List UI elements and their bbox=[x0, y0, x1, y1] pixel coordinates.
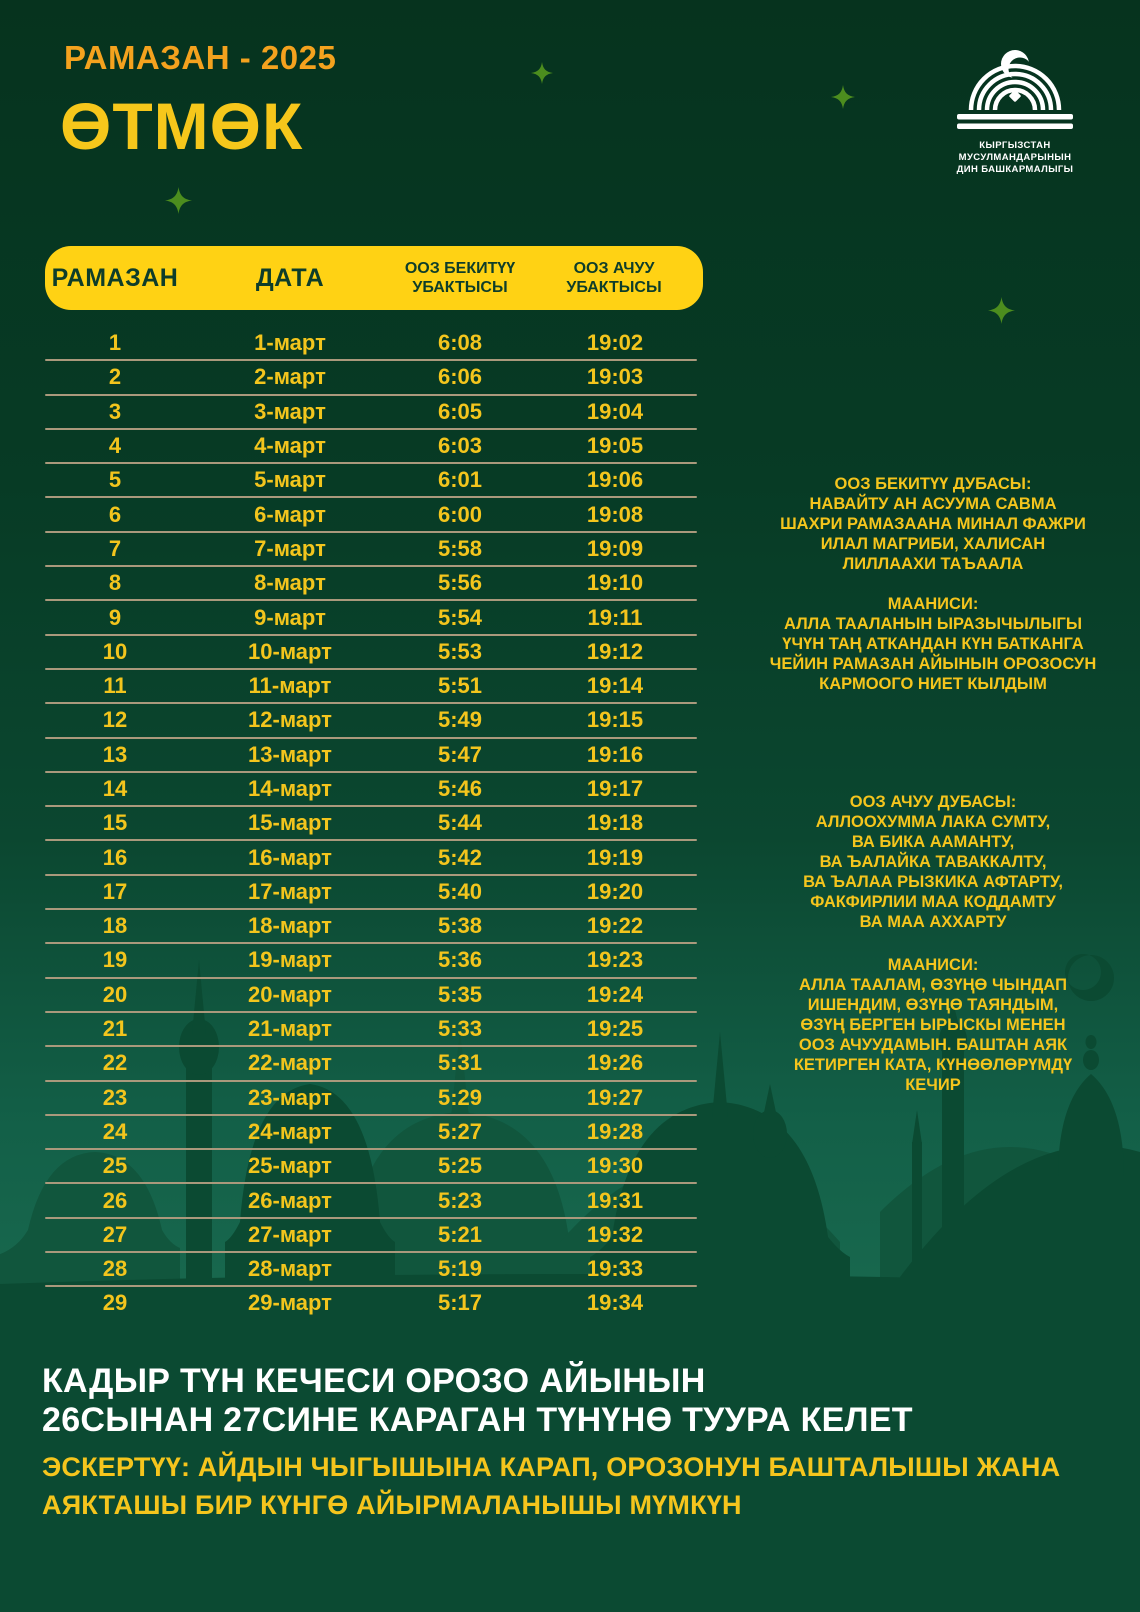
table-row bbox=[45, 600, 705, 634]
table-row bbox=[45, 635, 705, 669]
table-cell: 21-март bbox=[248, 1016, 332, 1042]
sparkle-icon bbox=[831, 85, 855, 109]
table-cell: 21 bbox=[102, 1016, 128, 1042]
table-cell: 14 bbox=[102, 776, 128, 801]
table-cell: 5:19 bbox=[437, 1256, 483, 1282]
panel-line: ВА ЪАЛАЙКА ТАВАККАЛТУ, bbox=[819, 853, 1047, 871]
table-cell: 19:22 bbox=[586, 913, 644, 939]
table-cell: 5:35 bbox=[437, 981, 483, 1007]
panel-line: АЛЛА ТААЛАНЫН ЫРАЗЫЧЫЛЫГЫ bbox=[783, 615, 1082, 633]
table-row bbox=[45, 1115, 705, 1149]
table-cell: 23-март bbox=[248, 1084, 332, 1110]
table-cell: 5:40 bbox=[437, 878, 483, 904]
footer-line: КАДЫР ТҮН КЕЧЕСИ ОРОЗО АЙЫНЫН bbox=[42, 1362, 706, 1400]
panel-line: ИШЕНДИМ, ӨЗҮҢӨ ТАЯНДЫМ, bbox=[807, 996, 1059, 1014]
table-cell: 6:06 bbox=[437, 364, 483, 390]
table-cell: 12 bbox=[102, 707, 128, 733]
table-cell: 5:42 bbox=[437, 844, 483, 870]
table-cell: 5:25 bbox=[437, 1153, 483, 1179]
table-row bbox=[45, 738, 705, 772]
table-row bbox=[45, 1012, 705, 1046]
table-cell: 2-март bbox=[254, 364, 326, 390]
table-row bbox=[45, 909, 705, 943]
panel-line: КАРМООГО НИЕТ КЫЛДЫМ bbox=[819, 675, 1047, 693]
table-row bbox=[45, 669, 705, 703]
panel-suhoor-dua bbox=[751, 474, 1115, 574]
table-row bbox=[45, 326, 705, 360]
table-cell: 24 bbox=[102, 1118, 128, 1144]
table-row bbox=[45, 703, 705, 737]
org-logo-text-line1: КЫРГЫЗСТАН МУСУЛМАНДАРЫНЫН bbox=[958, 140, 1072, 163]
table-cell: 5:38 bbox=[437, 913, 483, 939]
table-cell: 13 bbox=[102, 741, 128, 767]
column-header-suhoor-time: ООЗ БЕКИТҮҮ УБАКТЫСЫ bbox=[404, 260, 516, 296]
panel-line: ИЛАЛ МАГРИБИ, ХАЛИСАН bbox=[820, 535, 1046, 553]
table-cell: 20-март bbox=[248, 981, 332, 1007]
table-row bbox=[45, 772, 705, 806]
column-header-iftar-time: ООЗ АЧУУ УБАКТЫСЫ bbox=[566, 260, 662, 296]
table-cell: 3 bbox=[108, 398, 122, 424]
panel-title: ООЗ АЧУУ ДУБАСЫ: bbox=[849, 793, 1017, 811]
footer-heading bbox=[42, 1362, 913, 1440]
table-row bbox=[45, 978, 705, 1012]
org-logo bbox=[925, 48, 1105, 176]
sparkle-icon bbox=[531, 62, 553, 84]
table-row bbox=[45, 1046, 705, 1080]
sparkle-icon bbox=[988, 297, 1015, 324]
panel-line: НАВАЙТУ АН АСУУМА САВМА bbox=[809, 495, 1057, 513]
table-cell: 17 bbox=[102, 878, 128, 904]
table-cell: 19:30 bbox=[586, 1153, 644, 1179]
table-cell: 19:27 bbox=[586, 1084, 644, 1110]
table-row bbox=[45, 1252, 705, 1286]
table-cell: 19:26 bbox=[586, 1050, 644, 1076]
panel-line: КЕТИРГЕН КАТА, КҮНӨӨЛӨРҮМДҮ bbox=[793, 1056, 1073, 1074]
poster-subtitle: РАМАЗАН - 2025 bbox=[64, 39, 337, 76]
table-cell: 19:09 bbox=[586, 535, 644, 561]
table-cell: 5:23 bbox=[437, 1187, 483, 1213]
poster-title: ӨТМӨК bbox=[60, 89, 304, 163]
table-cell: 9-март bbox=[254, 604, 326, 630]
table-row bbox=[45, 1183, 705, 1217]
footer-line: 26СЫНАН 27СИНЕ КАРАГАН ТҮНҮНӨ ТУУРА КЕЛЕТ bbox=[42, 1401, 913, 1439]
table-cell: 7 bbox=[108, 535, 122, 561]
sparkle-icon bbox=[165, 187, 192, 214]
table-cell: 5:17 bbox=[437, 1290, 483, 1316]
table-body bbox=[45, 326, 705, 1321]
table-cell: 6:08 bbox=[437, 330, 483, 356]
table-cell: 19-март bbox=[248, 947, 332, 973]
table-cell: 18-март bbox=[248, 913, 332, 939]
table-cell: 8-март bbox=[254, 570, 326, 596]
table-cell: 5-март bbox=[254, 467, 326, 493]
table-cell: 29-март bbox=[248, 1290, 332, 1316]
mosque-logo-icon bbox=[940, 48, 1090, 136]
table-cell: 6:00 bbox=[437, 501, 483, 527]
panel-title: МААНИСИ: bbox=[887, 956, 979, 974]
table-cell: 23 bbox=[102, 1084, 128, 1110]
table-cell: 19 bbox=[102, 947, 128, 973]
table-cell: 5:33 bbox=[437, 1016, 483, 1042]
table-cell: 6 bbox=[108, 501, 122, 527]
table-cell: 6:01 bbox=[437, 467, 483, 493]
table-row bbox=[45, 532, 705, 566]
table-cell: 19:18 bbox=[586, 810, 644, 836]
panel-line: КЕЧИР bbox=[905, 1076, 961, 1094]
table-cell: 19:03 bbox=[586, 364, 644, 390]
table-row bbox=[45, 1149, 705, 1183]
table-cell: 16-март bbox=[248, 844, 332, 870]
table-cell: 4-март bbox=[254, 433, 326, 459]
table-row bbox=[45, 566, 705, 600]
table-row bbox=[45, 875, 705, 909]
table-cell: 19:11 bbox=[587, 604, 643, 630]
table-cell: 19:19 bbox=[586, 844, 644, 870]
table-cell: 19:31 bbox=[586, 1187, 644, 1213]
panel-title: ООЗ БЕКИТҮҮ ДУБАСЫ: bbox=[834, 475, 1032, 493]
table-cell: 16 bbox=[102, 844, 128, 870]
table-cell: 5:49 bbox=[437, 707, 483, 733]
table-cell: 19:06 bbox=[586, 467, 644, 493]
table-row bbox=[45, 395, 705, 429]
table-cell: 19:12 bbox=[586, 638, 644, 664]
table-cell: 5:29 bbox=[437, 1084, 483, 1110]
table-cell: 5:56 bbox=[437, 570, 483, 596]
footer-line: ЭСКЕРТҮҮ: АЙДЫН ЧЫГЫШЫНА КАРАП, ОРОЗОНУН БАШТАЛЫШЫ ЖАНА bbox=[42, 1452, 1061, 1482]
table-cell: 5:53 bbox=[437, 638, 483, 664]
table-cell: 19:10 bbox=[586, 570, 644, 596]
table-cell: 5:44 bbox=[437, 810, 483, 836]
table-cell: 19:14 bbox=[586, 673, 644, 699]
panel-iftar-dua bbox=[751, 792, 1115, 932]
table-row bbox=[45, 943, 705, 977]
panel-line: ЧЕЙИН РАМАЗАН АЙЫНЫН ОРОЗОСУН bbox=[769, 655, 1097, 673]
table-cell: 4 bbox=[108, 433, 122, 459]
panel-line: ООЗ АЧУУДАМЫН. БАШТАН АЯК bbox=[798, 1036, 1068, 1054]
table-cell: 11-март bbox=[248, 673, 332, 699]
table-cell: 26-март bbox=[248, 1187, 332, 1213]
table-cell: 25 bbox=[102, 1153, 128, 1179]
table-cell: 19:05 bbox=[586, 433, 644, 459]
table-cell: 8 bbox=[108, 570, 122, 596]
org-logo-text-line2: ДИН БАШКАРМАЛЫГЫ bbox=[956, 164, 1074, 175]
panel-line: АЛЛА ТААЛАМ, ӨЗҮҢӨ ЧЫНДАП bbox=[799, 976, 1067, 994]
table-cell: 19:32 bbox=[586, 1221, 644, 1247]
table-cell: 19:08 bbox=[586, 501, 644, 527]
panel-line: ШАХРИ РАМАЗААНА МИНАЛ ФАЖРИ bbox=[780, 515, 1086, 533]
column-header-ramazan: РАМАЗАН bbox=[51, 263, 179, 292]
table-cell: 5:51 bbox=[437, 673, 483, 699]
table-row bbox=[45, 806, 705, 840]
table-cell: 24-март bbox=[248, 1118, 332, 1144]
table-row bbox=[45, 1218, 705, 1252]
table-cell: 1 bbox=[108, 330, 122, 356]
column-header-date: ДАТА bbox=[255, 263, 325, 292]
table-cell: 19:04 bbox=[586, 398, 644, 424]
table-cell: 19:16 bbox=[586, 741, 644, 767]
table-row bbox=[45, 1286, 705, 1320]
table-cell: 19:34 bbox=[586, 1290, 644, 1316]
table-cell: 22-март bbox=[248, 1050, 332, 1076]
table-cell: 10-март bbox=[248, 638, 332, 664]
table-row bbox=[45, 497, 705, 531]
table-cell: 19:20 bbox=[586, 878, 644, 904]
table-cell: 1-март bbox=[254, 330, 326, 356]
panel-title: МААНИСИ: bbox=[887, 595, 979, 613]
table-cell: 5:58 bbox=[437, 535, 483, 561]
table-cell: 15 bbox=[102, 810, 128, 836]
panel-line: ВА ЪАЛАА РЫЗКИКА АФТАРТУ, bbox=[803, 873, 1063, 891]
table-cell: 5 bbox=[108, 467, 122, 493]
table-header bbox=[45, 246, 703, 310]
table-cell: 19:15 bbox=[586, 707, 644, 733]
footer-line: АЯКТАШЫ БИР КҮНГӨ АЙЫРМАЛАНЫШЫ МҮМКҮН bbox=[42, 1490, 742, 1520]
table-cell: 25-март bbox=[248, 1153, 332, 1179]
table-cell: 27 bbox=[102, 1221, 128, 1247]
table-cell: 12-март bbox=[248, 707, 332, 733]
panel-line: ҮЧҮН ТАҢ АТКАНДАН КҮН БАТКАНГА bbox=[782, 635, 1084, 653]
table-cell: 29 bbox=[102, 1290, 128, 1316]
table-cell: 28 bbox=[102, 1256, 128, 1282]
panel-suhoor-meaning bbox=[751, 594, 1115, 694]
table-cell: 19:17 bbox=[586, 776, 644, 801]
panel-line: ЛИЛЛААХИ ТАЪААЛА bbox=[842, 555, 1024, 573]
table-cell: 5:46 bbox=[437, 776, 483, 801]
table-cell: 6:03 bbox=[437, 433, 483, 459]
table-cell: 7-март bbox=[254, 535, 326, 561]
table-cell: 19:33 bbox=[586, 1256, 644, 1282]
table-cell: 5:36 bbox=[437, 947, 483, 973]
table-cell: 6-март bbox=[254, 501, 326, 527]
table-cell: 26 bbox=[102, 1187, 128, 1213]
table-cell: 5:47 bbox=[437, 741, 483, 767]
table-cell: 15-март bbox=[248, 810, 332, 836]
panel-line: ВА БИКА ААМАНТУ, bbox=[851, 833, 1015, 851]
table-cell: 2 bbox=[108, 364, 122, 390]
table-cell: 20 bbox=[102, 981, 128, 1007]
table-cell: 27-март bbox=[248, 1221, 332, 1247]
table-row bbox=[45, 840, 705, 874]
table-row bbox=[45, 463, 705, 497]
panel-iftar-meaning bbox=[751, 955, 1115, 1095]
table-cell: 5:54 bbox=[437, 604, 483, 630]
panel-line: ВА МАА АХХАРТУ bbox=[859, 913, 1007, 931]
table-cell: 18 bbox=[102, 913, 128, 939]
table-cell: 19:25 bbox=[586, 1016, 644, 1042]
footer-notice bbox=[42, 1448, 1060, 1524]
table-cell: 19:24 bbox=[586, 981, 644, 1007]
table-row bbox=[45, 360, 705, 394]
table-row bbox=[45, 1081, 705, 1115]
table-cell: 6:05 bbox=[437, 398, 483, 424]
table-cell: 17-март bbox=[248, 878, 332, 904]
table-cell: 14-март bbox=[248, 776, 332, 801]
panel-line: АЛЛООХУММА ЛАКА СУМТУ, bbox=[815, 813, 1051, 831]
table-cell: 5:31 bbox=[437, 1050, 483, 1076]
table-cell: 13-март bbox=[248, 741, 332, 767]
table-cell: 3-март bbox=[254, 398, 326, 424]
table-cell: 10 bbox=[102, 638, 128, 664]
table-cell: 9 bbox=[108, 604, 122, 630]
table-cell: 5:21 bbox=[437, 1221, 483, 1247]
table-cell: 5:27 bbox=[437, 1118, 483, 1144]
table-cell: 19:23 bbox=[586, 947, 644, 973]
table-cell: 28-март bbox=[248, 1256, 332, 1282]
panel-line: ӨЗҮҢ БЕРГЕН ЫРЫСКЫ МЕНЕН bbox=[800, 1016, 1066, 1034]
table-cell: 19:02 bbox=[586, 330, 644, 356]
table-cell: 19:28 bbox=[586, 1118, 644, 1144]
table-cell: 22 bbox=[102, 1050, 128, 1076]
panel-line: ФАКФИРЛИИ МАА КОДДАМТУ bbox=[810, 893, 1056, 911]
table-row bbox=[45, 429, 705, 463]
table-cell: 11 bbox=[103, 673, 127, 699]
